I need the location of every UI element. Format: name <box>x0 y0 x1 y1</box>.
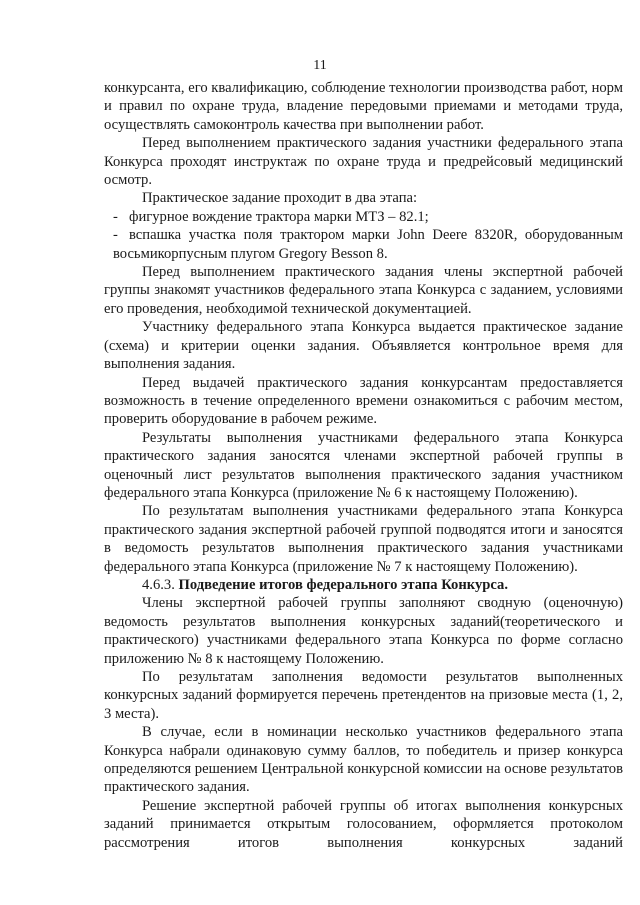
list-item <box>104 208 623 226</box>
paragraph: Результаты выполнения участниками федерального этапа Конкурса практического задания заносятся членами экспертной рабочей группы в оценочный лист результатов выполнения практического задания участником федерального этапа Конкурса (приложение № 6 к настоящему Положению). <box>104 429 623 501</box>
list-dash: - <box>113 208 118 225</box>
paragraph: В случае, если в номинации несколько участников федерального этапа Конкурса набрали одинаковую сумму баллов, то победитель и призер конкурса определяются решением Центральной конкурсной комиссии на основе результатов практического задания. <box>104 724 623 796</box>
paragraph: По результатам заполнения ведомости результатов выполненных конкурсных заданий формируется перечень претендентов на призовые места (1, 2, 3 места). <box>104 669 623 722</box>
section-title: Подведение итогов федерального этапа Конкурса. <box>178 576 508 593</box>
paragraph: Члены экспертной рабочей группы заполняют сводную (оценочную) ведомость результатов выполнения конкурсных заданий(теоретического и практического) участниками федерального этапа Конкурса по форме согласно приложению № 8 к настоящему Положению. <box>104 595 623 667</box>
paragraph: Участнику федерального этапа Конкурса выдается практическое задание (схема) и критерии оценки задания. Объявляется контрольное время для выполнения задания. <box>104 319 623 373</box>
paragraph: Перед выполнением практического задания участники федерального этапа Конкурса проходят инструктаж по охране труда и предрейсовый медицинский осмотр. <box>104 135 623 189</box>
paragraph: конкурсанта, его квалификацию, соблюдение технологии производства работ, норм и правил по охране труда, владение передовыми приемами и методами труда, осуществлять самоконтроль качества при выполнении работ. <box>104 80 623 133</box>
paragraph: Практическое задание проходит в два этапа: <box>142 190 418 207</box>
paragraph: По результатам выполнения участниками федерального этапа Конкурса практического задания экспертной рабочей группой подводятся итоги и заносятся в ведомость результатов выполнения практического задания участниками федерального этапа Конкурса (приложение № 7 к настоящему Положению). <box>104 503 623 575</box>
paragraph: Перед выдачей практического задания конкурсантам предоставляется возможность в течение определенного времени ознакомиться с рабочим местом, проверить оборудование в рабочем режиме. <box>104 374 623 428</box>
section-heading <box>104 576 623 594</box>
section-number: 4.6.3. <box>142 576 175 593</box>
list-item-text: вспашка участка поля трактором марки John Deere 8320R, оборудованным восьмикорпусным плугом Gregory Besson 8. <box>113 227 623 262</box>
list-dash: - <box>113 227 118 244</box>
list-item-text: фигурное вождение трактора марки МТЗ – 82.1; <box>129 208 429 225</box>
paragraph: Перед выполнением практического задания члены экспертной рабочей группы знакомят участников федерального этапа Конкурса с заданием, условиями его проведения, необходимой технической документацией. <box>104 264 623 317</box>
page-number: 11 <box>313 58 327 73</box>
document-body <box>104 79 623 852</box>
list-item <box>104 226 623 263</box>
paragraph: Решение экспертной рабочей группы об итогах выполнения конкурсных заданий принимается открытым голосованием, оформляется протоколом рассмотрения итогов выполнения конкурсных заданий <box>104 797 623 851</box>
